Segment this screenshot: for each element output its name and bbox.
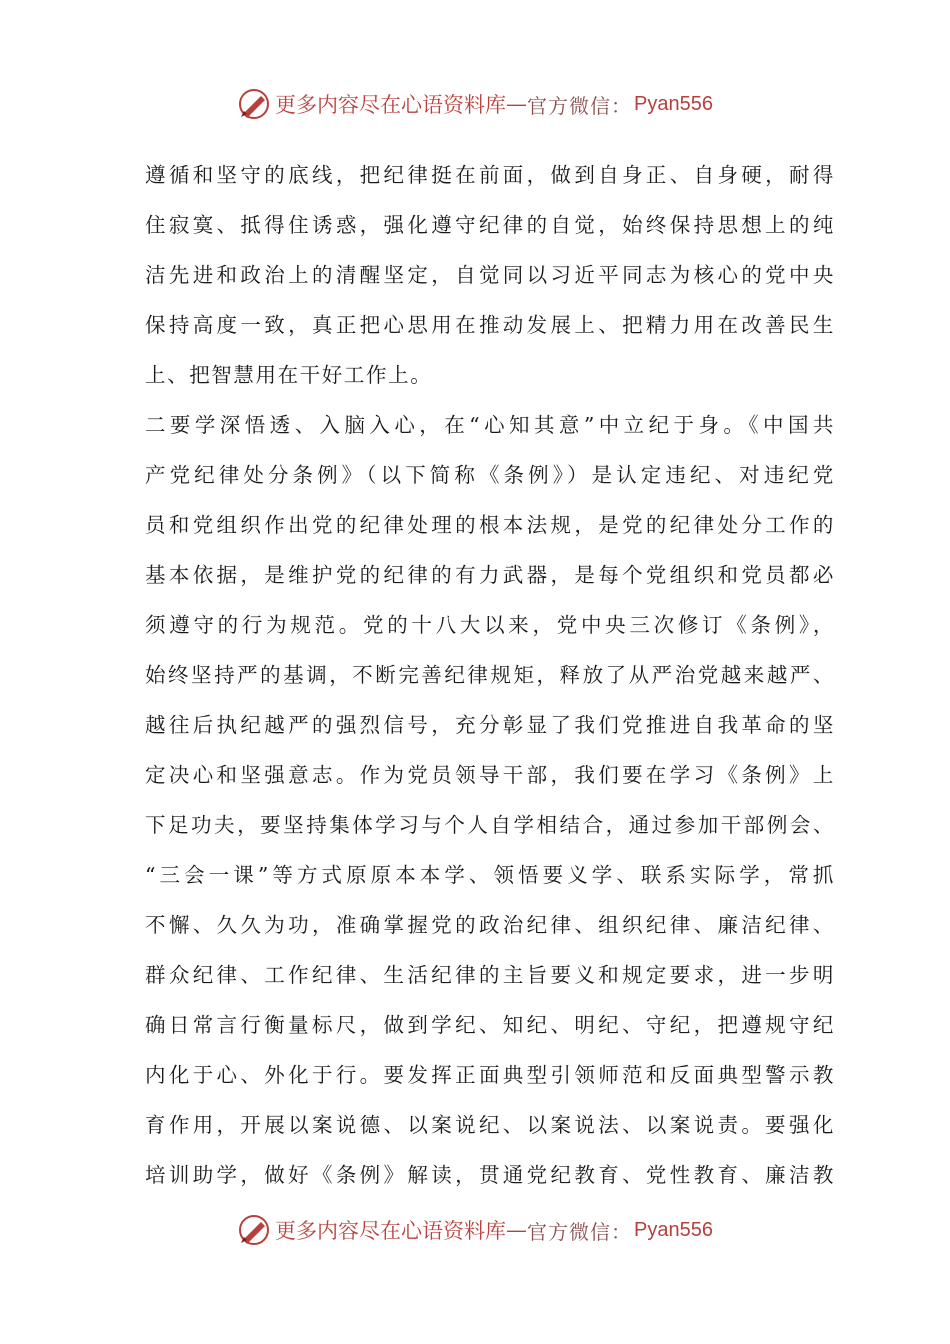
body-line: 确日常言行衡量标尺，做到学纪、知纪、明纪、守纪，把遵规守纪	[145, 1013, 835, 1037]
body-line: 内化于心、外化于行。要发挥正面典型引领师范和反面典型警示教	[145, 1063, 835, 1087]
body-line: 培训助学，做好《条例》解读，贯通党纪教育、党性教育、廉洁教	[145, 1163, 835, 1187]
footer-banner	[0, 1210, 950, 1250]
body-line: 育作用，开展以案说德、以案说纪、以案说法、以案说责。要强化	[145, 1113, 835, 1137]
banner-dash: —	[506, 92, 528, 116]
pen-logo-icon	[237, 1213, 271, 1247]
banner-main-text: 更多内容尽在心语资料库	[275, 93, 507, 117]
document-body	[145, 150, 835, 1200]
banner-main-text: 更多内容尽在心语资料库	[275, 1219, 507, 1243]
body-line: 下足功夫，要坚持集体学习与个人自学相结合，通过参加干部例会、	[145, 813, 835, 837]
body-line: 不懈、久久为功，准确掌握党的政治纪律、组织纪律、廉洁纪律、	[145, 913, 835, 937]
body-line: 住寂寞、抵得住诱惑，强化遵守纪律的自觉，始终保持思想上的纯	[145, 213, 835, 237]
body-line: 二要学深悟透、入脑入心，在“心知其意”中立纪于身。《中国共	[145, 413, 835, 437]
body-line: “三会一课”等方式原原本本学、领悟要义学、联系实际学，常抓	[145, 863, 835, 887]
banner-wechat-label: 官方微信：	[527, 93, 633, 118]
body-line: 越往后执纪越严的强烈信号，充分彰显了我们党推进自我革命的坚	[145, 713, 835, 737]
banner-wechat-id: Pyan556	[634, 1218, 713, 1241]
body-line: 遵循和坚守的底线，把纪律挺在前面，做到自身正、自身硬，耐得	[145, 163, 835, 187]
body-line: 始终坚持严的基调，不断完善纪律规矩，释放了从严治党越来越严、	[145, 663, 835, 687]
body-line: 产党纪律处分条例》（以下简称《条例》）是认定违纪、对违纪党	[145, 463, 835, 487]
body-line: 须遵守的行为规范。党的十八大以来，党中央三次修订《条例》，	[145, 613, 835, 637]
body-line: 群众纪律、工作纪律、生活纪律的主旨要义和规定要求，进一步明	[145, 963, 835, 987]
banner-dash: —	[506, 1218, 528, 1242]
body-line: 洁先进和政治上的清醒坚定，自觉同以习近平同志为核心的党中央	[145, 263, 835, 287]
pen-logo-icon	[237, 87, 271, 121]
body-line: 员和党组织作出党的纪律处理的根本法规，是党的纪律处分工作的	[145, 513, 835, 537]
banner-wechat-id: Pyan556	[634, 92, 713, 115]
header-banner	[0, 84, 950, 124]
body-line: 基本依据，是维护党的纪律的有力武器，是每个党组织和党员都必	[145, 563, 835, 587]
body-line: 保持高度一致，真正把心思用在推动发展上、把精力用在改善民生	[145, 313, 835, 337]
body-line: 上、把智慧用在干好工作上。	[145, 363, 433, 387]
body-line: 定决心和坚强意志。作为党员领导干部，我们要在学习《条例》上	[145, 763, 835, 787]
banner-wechat-label: 官方微信：	[527, 1219, 633, 1244]
